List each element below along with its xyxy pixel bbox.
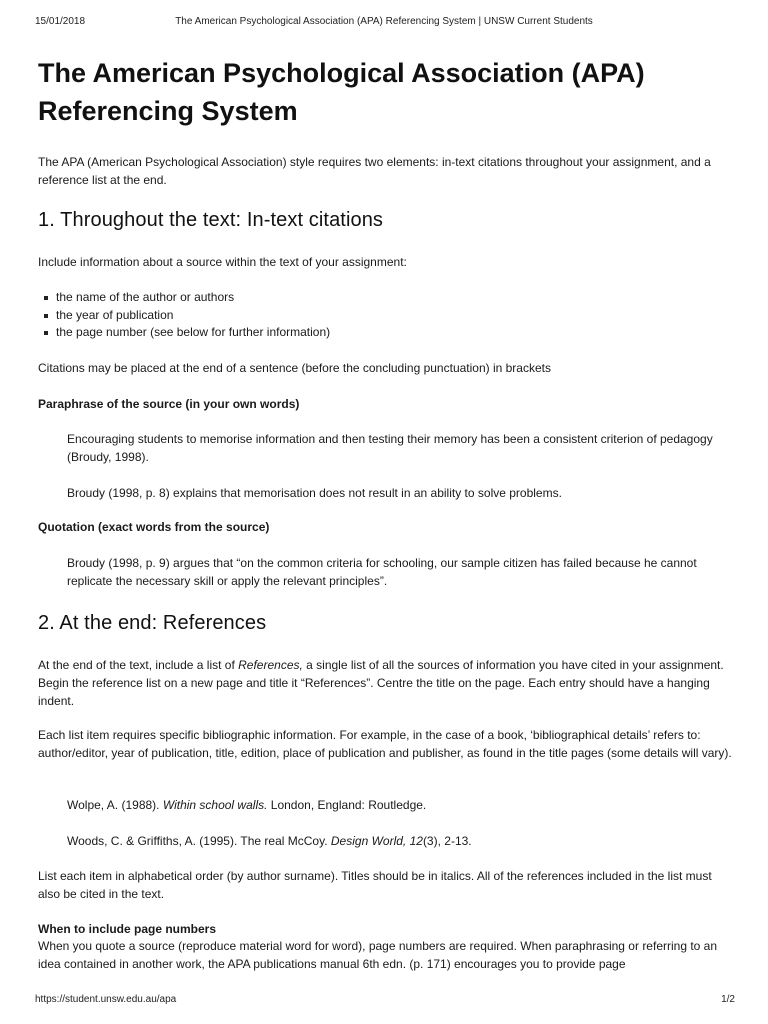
print-header <box>0 16 768 30</box>
section-heading-references: 2. At the end: References <box>38 612 267 634</box>
page-title-line2: Referencing System <box>38 96 298 126</box>
quotation-heading: Quotation (exact words from the source) <box>38 520 270 534</box>
page-number: 1/2 <box>721 994 735 1005</box>
page-title <box>38 54 732 130</box>
page-title-line1: The American Psychological Association (APA) <box>38 58 645 88</box>
list-item: the name of the author or authors <box>38 289 732 307</box>
bullet-square-icon <box>44 314 48 318</box>
paraphrase-heading: Paraphrase of the source (in your own words) <box>38 397 300 411</box>
references-paragraph-2: Each list item requires specific bibliographic information. For example, in the case of a book, ‘bibliographical details’ refers to: author/editor, year of publication, title, edition, place of publication and publisher, as found in the title pages (some details will vary). <box>38 728 732 760</box>
page-numbers-heading: When to include page numbers <box>38 922 217 936</box>
citation-placement-text: Citations may be placed at the end of a sentence (before the concluding punctuation) in brackets <box>38 361 551 375</box>
quotation-example: Broudy (1998, p. 9) argues that “on the common criteria for schooling, our sample citizen has failed because he cannot replicate the necessary skill or apply the relevant principles”. <box>67 556 697 588</box>
print-url: https://student.unsw.edu.au/apa <box>35 994 177 1005</box>
reference-example-1: Wolpe, A. (1988). Within school walls. London, England: Routledge. <box>67 798 427 812</box>
references-paragraph-3: List each item in alphabetical order (by author surname). Titles should be in italics. All of the references included in the list must also be cited in the text. <box>38 869 712 901</box>
print-date: 15/01/2018 <box>35 16 86 27</box>
print-footer <box>0 994 768 1008</box>
paraphrase-example-1: Encouraging students to memorise information and then testing their memory has been a consistent criterion of pedagogy (Broudy, 1998). <box>67 432 713 464</box>
reference-example-2: Woods, C. & Griffiths, A. (1995). The real McCoy. Design World, 12(3), 2-13. <box>67 834 472 848</box>
list-item: the year of publication <box>38 307 732 325</box>
references-paragraph-1: At the end of the text, include a list of References, a single list of all the sources of information you have cited in your assignment. Begin the reference list on a new page and title it “References”. Centre the title on the page. Each entry should have a hanging indent. <box>38 658 724 708</box>
section-heading-in-text-citations: 1. Throughout the text: In-text citations <box>38 209 384 231</box>
page-numbers-text: When you quote a source (reproduce material word for word), page numbers are required. When paraphrasing or referring to an idea contained in another work, the APA publications manual 6th edn. (p. 171) encourages you to provide page <box>38 939 718 971</box>
bullet-square-icon <box>44 296 48 300</box>
paraphrase-example-2: Broudy (1998, p. 8) explains that memorisation does not result in an ability to solve problems. <box>67 486 562 500</box>
list-item: the page number (see below for further information) <box>38 324 732 342</box>
intro-paragraph: The APA (American Psychological Association) style requires two elements: in-text citations throughout your assignment, and a reference list at the end. <box>38 155 711 187</box>
print-page-title: The American Psychological Association (APA) Referencing System | UNSW Current Students <box>175 16 593 27</box>
bullet-square-icon <box>44 331 48 335</box>
in-text-lead: Include information about a source within the text of your assignment: <box>38 255 407 269</box>
citation-elements-list <box>38 289 732 342</box>
